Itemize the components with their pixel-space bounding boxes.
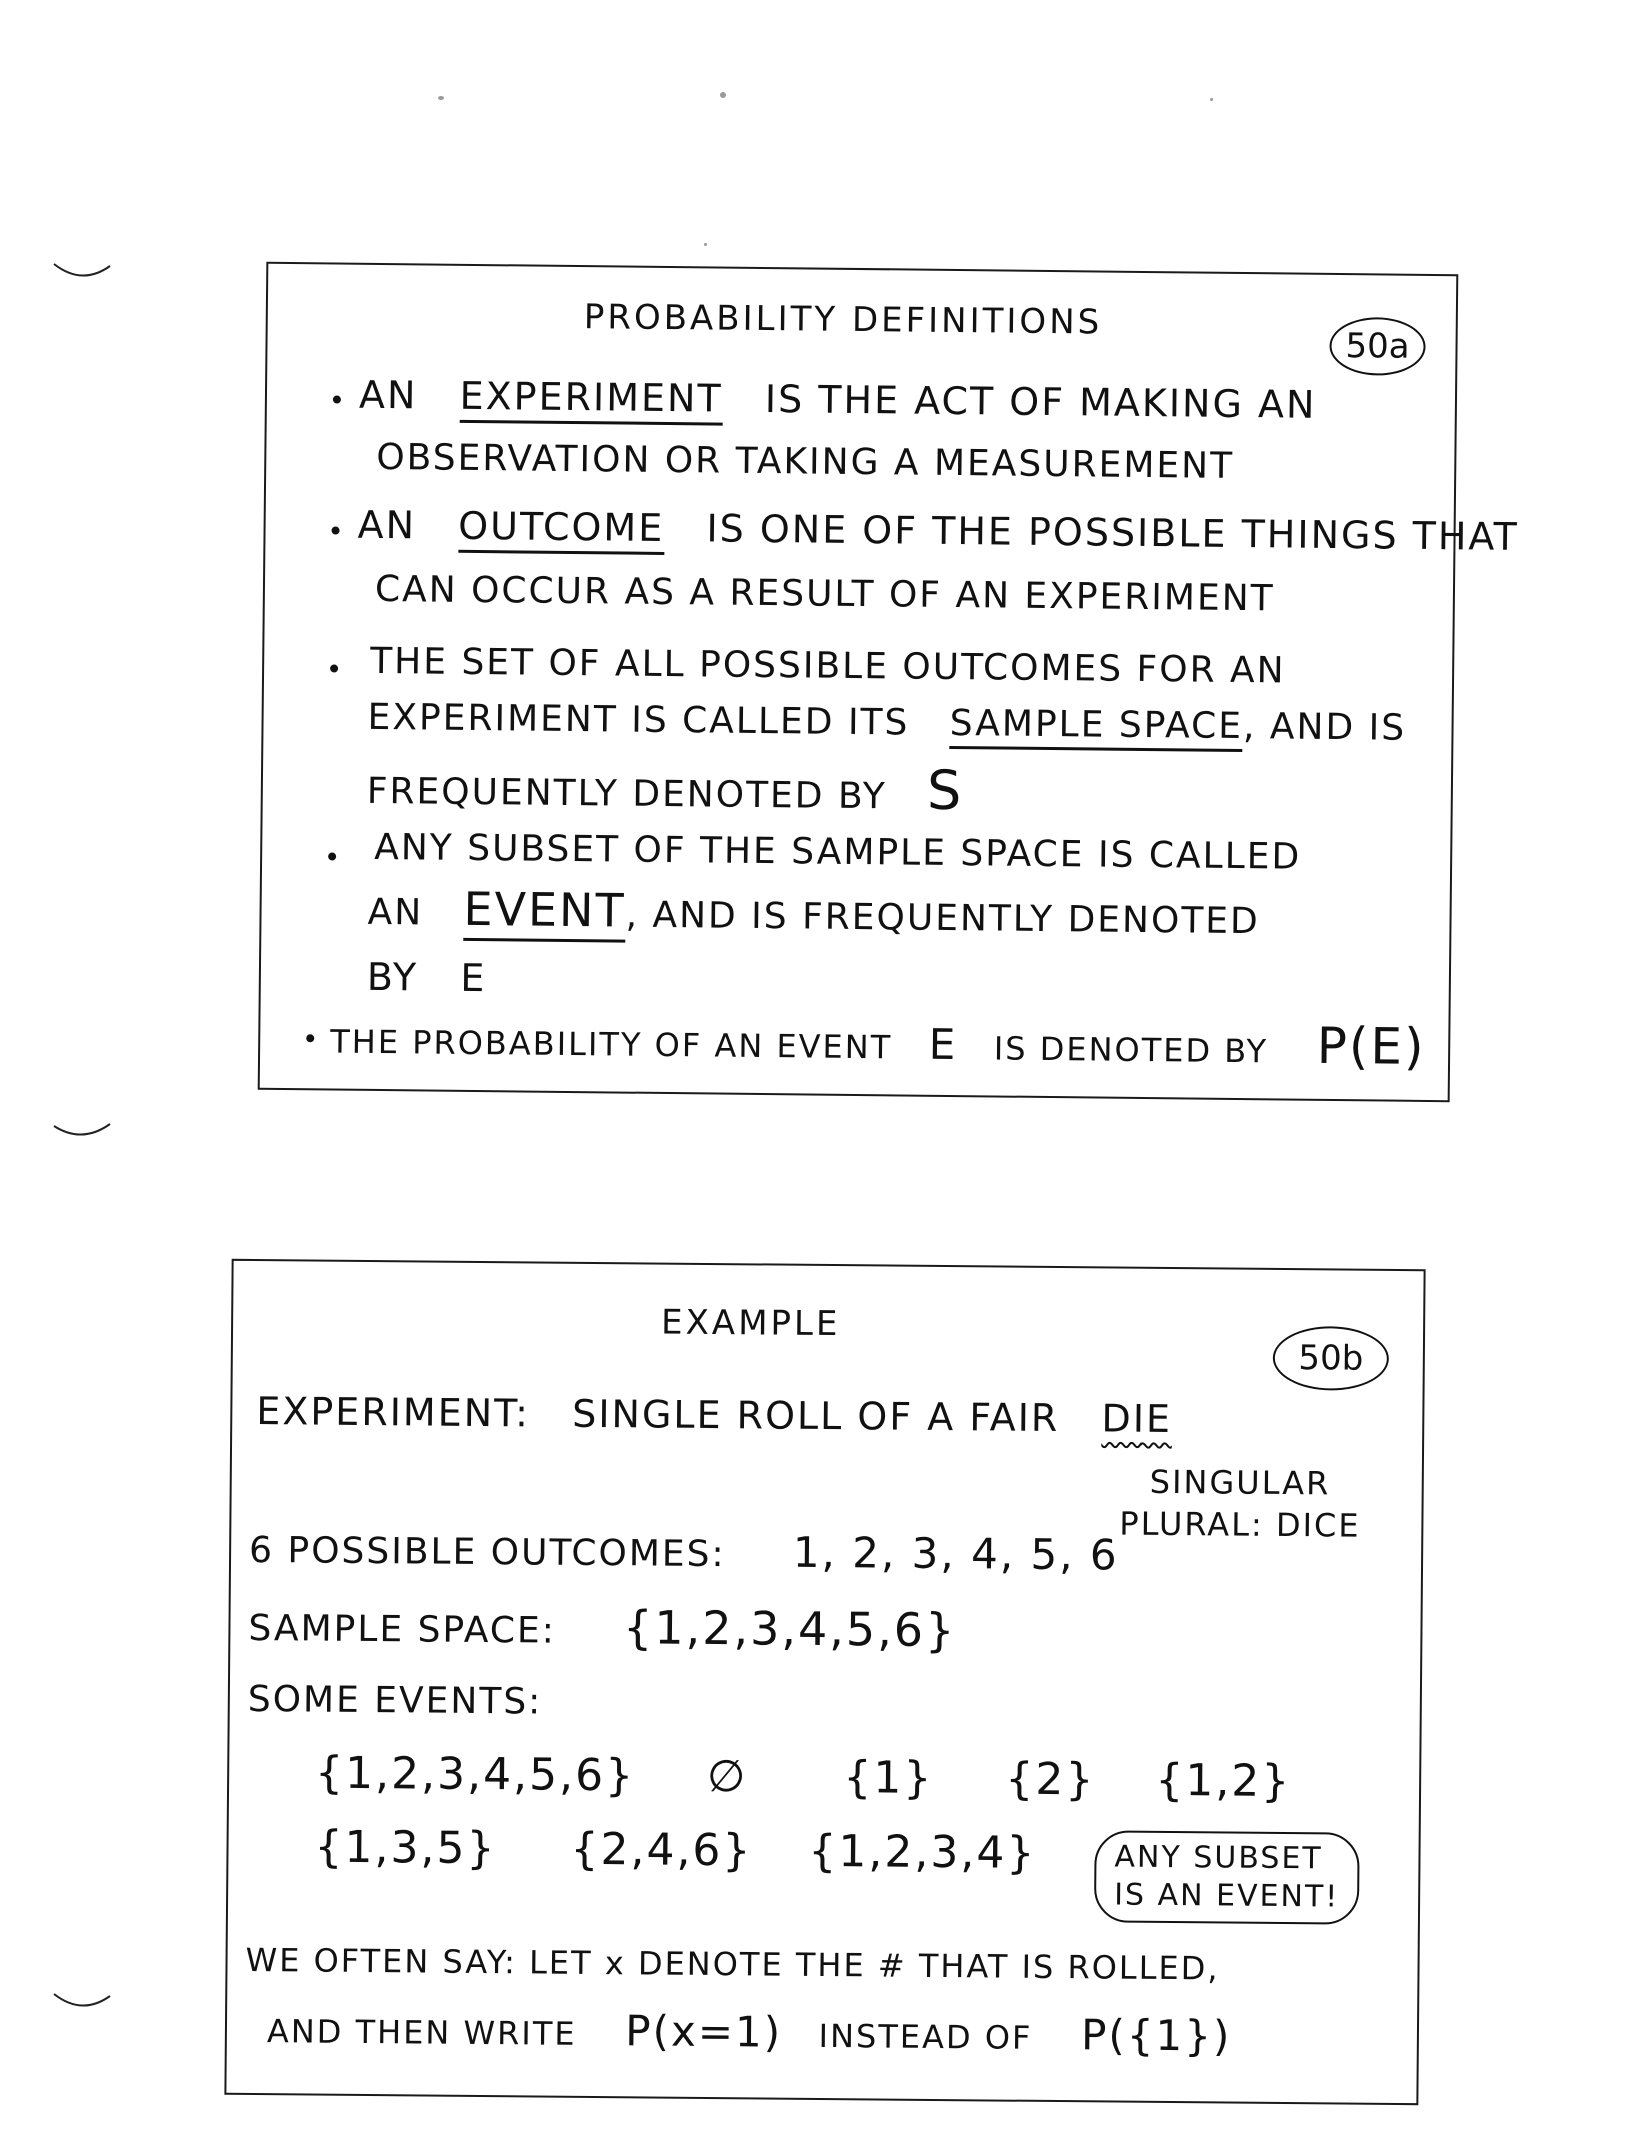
binder-hole-mark bbox=[52, 1120, 112, 1150]
term-outcome: OUTCOME bbox=[458, 504, 664, 555]
definition-event-line1: ANY SUBSET OF THE SAMPLE SPACE IS CALLED bbox=[374, 826, 1302, 878]
word-die: DIE bbox=[1101, 1396, 1173, 1442]
note-line1: WE OFTEN SAY: LET x DENOTE THE # THAT IS ROLLED, bbox=[245, 1940, 1220, 1988]
event-empty-set: ∅ bbox=[706, 1750, 748, 1803]
bullet-dot bbox=[306, 1034, 314, 1042]
note-line2: AND THEN WRITE P(x=1) INSTEAD OF P({1}) bbox=[266, 2006, 1232, 2061]
notation-p-set-1: P({1}) bbox=[1080, 2010, 1232, 2061]
notation-p-of-e: P(E) bbox=[1316, 1016, 1426, 1076]
outcomes-line: 6 POSSIBLE OUTCOMES: 1, 2, 3, 4, 5, 6 bbox=[248, 1527, 1119, 1580]
callout-line: ANY SUBSET bbox=[1114, 1839, 1323, 1877]
term-experiment: EXPERIMENT bbox=[459, 374, 723, 426]
scan-speck bbox=[720, 92, 726, 98]
symbol-e: E bbox=[460, 955, 487, 1001]
definition-sample-space-line3: FREQUENTLY DENOTED BY S bbox=[366, 758, 964, 823]
outcomes-values: 1, 2, 3, 4, 5, 6 bbox=[792, 1527, 1119, 1580]
scan-speck bbox=[1210, 98, 1213, 101]
binder-hole-mark bbox=[52, 260, 112, 290]
page-number-badge: 50b bbox=[1273, 1326, 1390, 1391]
page-number-badge: 50a bbox=[1329, 317, 1426, 376]
example-card bbox=[224, 1259, 1425, 2105]
bullet-dot bbox=[330, 664, 338, 672]
event-set: {2} bbox=[1005, 1753, 1096, 1806]
singular-note: SINGULAR bbox=[1149, 1462, 1331, 1503]
events-row bbox=[314, 1822, 1036, 1879]
definition-outcome-line1: AN OUTCOME IS ONE OF THE POSSIBLE THINGS THAT bbox=[357, 502, 1519, 559]
card-title: EXAMPLE bbox=[660, 1302, 841, 1345]
bullet-dot bbox=[333, 395, 341, 403]
definitions-card bbox=[258, 262, 1519, 1102]
symbol-s: S bbox=[926, 758, 964, 823]
definition-experiment-line1: AN EXPERIMENT IS THE ACT OF MAKING AN bbox=[358, 372, 1317, 427]
bullet-dot bbox=[328, 852, 336, 860]
event-set: {1,3,5} bbox=[314, 1821, 497, 1875]
card-title: PROBABILITY DEFINITIONS bbox=[583, 297, 1103, 343]
binder-hole-mark bbox=[52, 1990, 112, 2020]
callout-line: IS AN EVENT! bbox=[1113, 1877, 1340, 1915]
events-label: SOME EVENTS: bbox=[247, 1678, 543, 1723]
definition-sample-space-line2: EXPERIMENT IS CALLED ITS SAMPLE SPACE, AND IS bbox=[367, 697, 1406, 749]
event-set: {1,2} bbox=[1155, 1754, 1292, 1808]
definition-sample-space-line1: THE SET OF ALL POSSIBLE OUTCOMES FOR AN bbox=[369, 640, 1286, 692]
term-event: EVENT bbox=[463, 882, 626, 943]
definition-probability: THE PROBABILITY OF AN EVENT E IS DENOTED BY P(E) bbox=[330, 1016, 1426, 1076]
scan-speck bbox=[438, 96, 444, 100]
definition-outcome-line2: CAN OCCUR AS A RESULT OF AN EXPERIMENT bbox=[374, 568, 1275, 620]
experiment-line: EXPERIMENT: SINGLE ROLL OF A FAIR DIE bbox=[256, 1389, 1173, 1442]
event-set: {2,4,6} bbox=[570, 1823, 753, 1877]
callout-bubble bbox=[1094, 1830, 1360, 1924]
bullet-dot bbox=[332, 526, 340, 534]
notation-p-x-equals-1: P(x=1) bbox=[625, 2006, 783, 2057]
event-set: {1,2,3,4,5,6} bbox=[314, 1747, 636, 1802]
sample-space-set: {1,2,3,4,5,6} bbox=[622, 1600, 957, 1658]
event-set: {1} bbox=[843, 1752, 934, 1804]
term-sample-space: SAMPLE SPACE bbox=[949, 703, 1243, 752]
event-set: {1,2,3,4} bbox=[808, 1825, 1037, 1879]
plural-note: PLURAL: DICE bbox=[1119, 1504, 1361, 1545]
events-row bbox=[315, 1748, 1292, 1808]
symbol-e: E bbox=[928, 1019, 958, 1070]
definition-event-line3: BY E bbox=[366, 954, 487, 1001]
sample-space-line: SAMPLE SPACE: {1,2,3,4,5,6} bbox=[248, 1600, 957, 1658]
definition-experiment-line2: OBSERVATION OR TAKING A MEASUREMENT bbox=[376, 436, 1235, 487]
definition-event-line2: AN EVENT, AND IS FREQUENTLY DENOTED bbox=[367, 881, 1260, 943]
scan-speck bbox=[704, 243, 707, 246]
